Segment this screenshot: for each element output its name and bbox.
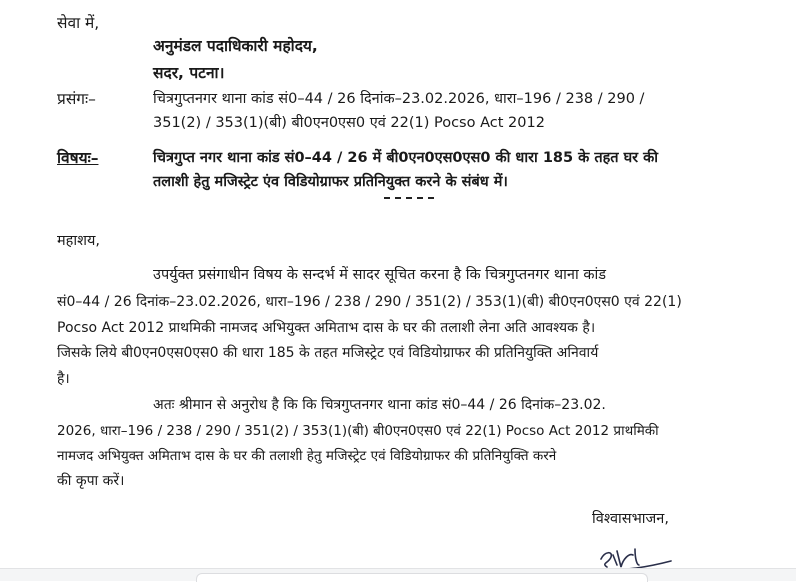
para1-line-1: उपर्युक्त प्रसंगाधीन विषय के सन्दर्भ में सादर सूचित करना है कि चित्रगुप्तनगर थाना कांड — [153, 267, 606, 283]
para2-line-4: की कृपा करें। — [57, 473, 125, 489]
closing: विश्वासभाजन, — [592, 511, 669, 527]
subject-underline — [384, 197, 434, 199]
addressee: अनुमंडल पदाधिकारी महोदय, — [153, 37, 318, 55]
para2-line-2: 2026, धारा–196 / 238 / 290 / 351(2) / 353(1)(बी) बी0एन0एस0 एवं 22(1) Pocso Act 2012 प्राथमिकी — [57, 423, 659, 439]
bottom-tab[interactable] — [196, 573, 648, 582]
bottom-toolbar — [0, 568, 796, 581]
reference-line-2: 351(2) / 353(1)(बी) बी0एन0एस0 एवं 22(1) Pocso Act 2012 — [153, 115, 545, 131]
para1-line-5: है। — [57, 371, 70, 387]
para1-line-3: Pocso Act 2012 प्राथमिकी नामजद अभियुक्त अमिताभ दास के घर की तलाशी लेना अति आवश्यक है। — [57, 320, 596, 336]
subject-line-2: तलाशी हेतु मजिस्ट्रेट एंव विडियोग्राफर प्रतिनियुक्त करने के संबंध में। — [153, 174, 508, 190]
reference-label: प्रसंगः– — [57, 90, 96, 108]
reference-line-1: चित्रगुप्तनगर थाना कांड सं0–44 / 26 दिनांक–23.02.2026, धारा–196 / 238 / 290 / — [153, 91, 645, 107]
para1-line-2: सं0–44 / 26 दिनांक–23.02.2026, धारा–196 / 238 / 290 / 351(2) / 353(1)(बी) बी0एन0एस0 एवं 22(1) — [57, 294, 682, 310]
subject-line-1: चित्रगुप्त नगर थाना कांड सं0–44 / 26 में बी0एन0एस0एस0 की धारा 185 के तहत घर की — [153, 150, 659, 166]
subject-label: विषयः– — [57, 149, 99, 167]
greeting: महाशय, — [57, 233, 101, 249]
para2-line-1: अतः श्रीमान से अनुरोध है कि कि चित्रगुप्तनगर थाना कांड सं0–44 / 26 दिनांक–23.02. — [153, 397, 606, 413]
para2-line-3: नामजद अभियुक्त अमिताभ दास के घर की तलाशी हेतु मजिस्ट्रेट एवं विडियोग्राफर की प्रतिनियुक्ति करने — [57, 448, 557, 464]
salutation-to: सेवा में, — [57, 14, 100, 32]
para1-line-4: जिसके लिये बी0एन0एस0एस0 की धारा 185 के तहत मजिस्ट्रेट एवं विडियोग्राफर की प्रतिनियुक्ति अनिवार्य — [57, 345, 599, 361]
address-line: सदर, पटना। — [153, 64, 225, 82]
